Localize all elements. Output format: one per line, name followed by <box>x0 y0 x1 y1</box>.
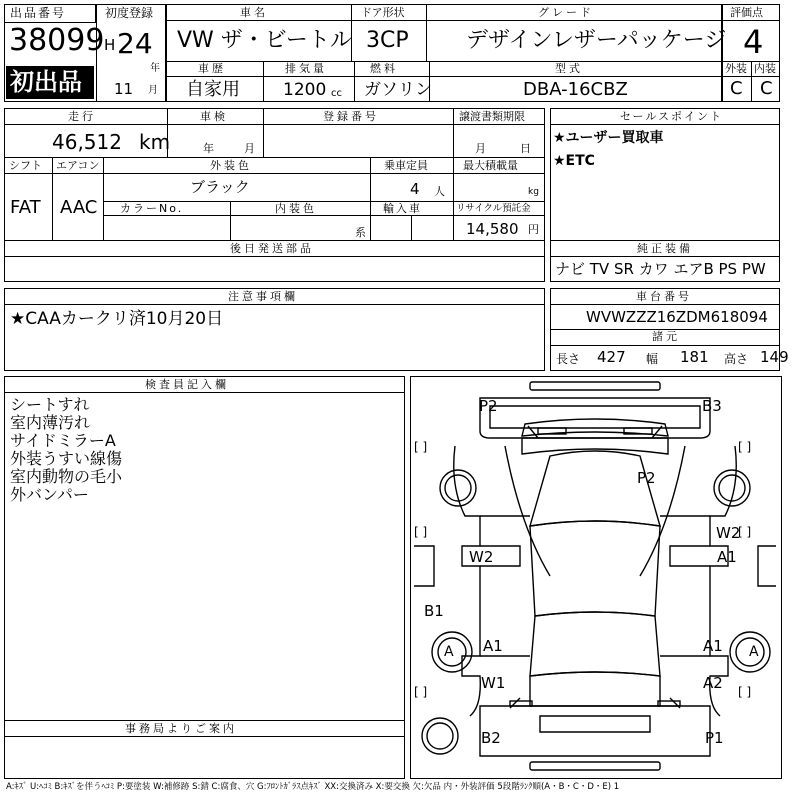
diagram-bracket: [ ] <box>738 525 752 539</box>
door-type: 3CP <box>366 28 409 53</box>
displacement: 1200 <box>283 80 327 100</box>
car-name-label: 車名 <box>240 6 268 19</box>
transfer-label: 譲渡書類期限 <box>459 110 525 123</box>
model-label: 型式 <box>555 62 583 75</box>
shift-label: シフト <box>9 159 42 172</box>
year-unit: 年 <box>150 63 160 74</box>
equipment-items: ナビ TV SR カワ エアB PS PW <box>555 260 766 278</box>
damage-mark: P1 <box>705 729 724 747</box>
mileage: 46,512 <box>52 130 122 154</box>
notes-text: ★CAAカークリ済10月20日 <box>10 309 224 329</box>
shift: FAT <box>10 197 41 218</box>
first-reg-label: 初度登録 <box>105 6 154 20</box>
registration-label: 登録番号 <box>323 110 379 123</box>
damage-mark: A2 <box>703 674 723 692</box>
history-label: 車歴 <box>198 62 226 75</box>
damage-mark: W2 <box>469 548 494 566</box>
car-diagram <box>410 376 782 779</box>
int-color-unit: 系 <box>355 226 366 239</box>
first-reg-year: 24 <box>117 27 153 60</box>
diagram-bracket: [ ] <box>738 685 752 699</box>
exterior-grade: C <box>730 78 743 99</box>
damage-mark: A1 <box>717 548 737 566</box>
ac-label: エアコン <box>56 159 100 172</box>
later-parts-label: 後日発送部品 <box>230 242 314 255</box>
damage-mark: W2 <box>716 524 741 542</box>
load-label: 最大積載量 <box>463 159 518 172</box>
ext-color: ブラック <box>190 178 250 196</box>
door-label: ドア形状 <box>361 6 405 19</box>
length-label: 長さ <box>556 352 581 366</box>
displacement-label: 排気量 <box>285 62 327 75</box>
damage-mark: B3 <box>702 397 722 415</box>
sales-point-2: ★ETC <box>553 153 595 169</box>
damage-mark: B2 <box>481 729 501 747</box>
mileage-unit: km <box>139 130 171 154</box>
height-label: 高さ <box>724 352 749 366</box>
exterior-label: 外装 <box>725 62 747 75</box>
recycle-fee: 14,580 <box>466 220 519 238</box>
model: DBA-16CBZ <box>523 79 628 100</box>
damage-mark: P2 <box>479 397 498 415</box>
interior-grade: C <box>760 78 773 99</box>
inspection-year-unit: 年 <box>203 142 214 155</box>
diagram-bracket: [ ] <box>414 440 428 454</box>
damage-legend: A:ｷｽﾞ U:ﾍｺﾐ B:ｷｽﾞを伴うﾍｺﾐ P:要塗装 W:補修跡 S:錆 C:腐食、穴 G:ﾌﾛﾝﾄｶﾞﾗｽ点ｷｽﾞ XX:交換済み X:要交換 欠:欠品 内・外装評価 5段階ﾗﾝｸ順(A・B・C・D・E) 1 <box>6 782 620 792</box>
capacity-unit: 人 <box>434 185 445 198</box>
inspector-line: 外装うすい線傷 <box>10 449 123 468</box>
sales-points-box <box>550 108 780 241</box>
capacity: 4 <box>410 180 420 198</box>
diagram-bracket: [ ] <box>738 440 752 454</box>
capacity-label: 乗車定員 <box>384 159 428 172</box>
color-no-label: カラーNo. <box>120 202 184 215</box>
inspector-line: 外バンパー <box>10 485 89 504</box>
history-label-row <box>166 61 722 77</box>
import-divider <box>370 215 412 241</box>
sales-point-1: ★ユーザー買取車 <box>553 130 664 146</box>
height: 149 <box>760 348 789 366</box>
lot-label: 出品番号 <box>10 6 67 20</box>
damage-mark: A1 <box>483 637 503 655</box>
ext-color-label: 外装色 <box>210 159 252 172</box>
history: 自家用 <box>186 79 240 100</box>
car-name: VW ザ・ビートル <box>177 28 352 53</box>
inspector-label: 検査員記入欄 <box>145 378 229 391</box>
interior-label: 内装 <box>754 62 776 75</box>
damage-mark: A1 <box>703 637 723 655</box>
diagram-bracket: [ ] <box>414 685 428 699</box>
grade: デザインレザーパッケージ <box>466 28 727 53</box>
inspector-lines <box>10 396 122 504</box>
damage-mark: P2 <box>637 469 656 487</box>
score: 4 <box>743 23 764 61</box>
damage-mark: W1 <box>481 674 506 692</box>
first-reg-month: 11 <box>114 80 134 98</box>
specs-label: 諸元 <box>652 330 680 343</box>
chassis-number: WVWZZZ16ZDM618094 <box>586 308 768 326</box>
recycle-label: リサイクル預託金 <box>456 203 531 214</box>
displacement-unit: cc <box>331 88 342 99</box>
mileage-label: 走行 <box>68 110 96 123</box>
fuel: ガソリン <box>364 80 432 100</box>
inspection-month-unit: 月 <box>244 142 255 155</box>
load-unit: kg <box>528 187 539 197</box>
notes-label: 注意事項欄 <box>228 290 298 303</box>
diagram-bracket: [ ] <box>414 525 428 539</box>
first-listing-badge: 初出品 <box>6 66 94 99</box>
ac: AAC <box>60 197 98 218</box>
grade-label: グレード <box>538 6 594 19</box>
int-color-label: 内装色 <box>275 202 317 215</box>
width: 181 <box>680 348 709 366</box>
chassis-label: 車台番号 <box>636 290 692 303</box>
recycle-unit: 円 <box>528 223 539 236</box>
damage-mark: B1 <box>424 602 444 620</box>
inspector-line: 室内薄汚れ <box>10 413 91 432</box>
equipment-label: 純正装備 <box>637 242 693 255</box>
damage-mark: A <box>749 644 759 660</box>
fuel-label: 燃料 <box>370 62 398 75</box>
inspection-label: 車検 <box>200 110 228 123</box>
month-unit: 月 <box>148 85 158 96</box>
length: 427 <box>597 348 626 366</box>
width-label: 幅 <box>646 352 659 366</box>
office-label: 事務局よりご案内 <box>125 722 237 735</box>
damage-mark: A <box>444 644 454 660</box>
transfer-day-unit: 日 <box>520 142 531 155</box>
import-label: 輸入車 <box>383 202 422 215</box>
transfer-month-unit: 月 <box>475 142 486 155</box>
era-label: H <box>104 36 116 54</box>
inspector-line: シートすれ <box>10 395 90 414</box>
lot-number: 38099 <box>9 23 105 58</box>
inspector-line: 室内動物の毛小 <box>10 467 123 486</box>
score-label: 評価点 <box>730 6 763 19</box>
sales-points-label: セールスポイント <box>620 110 724 123</box>
inspector-line: サイドミラーA <box>10 431 116 450</box>
